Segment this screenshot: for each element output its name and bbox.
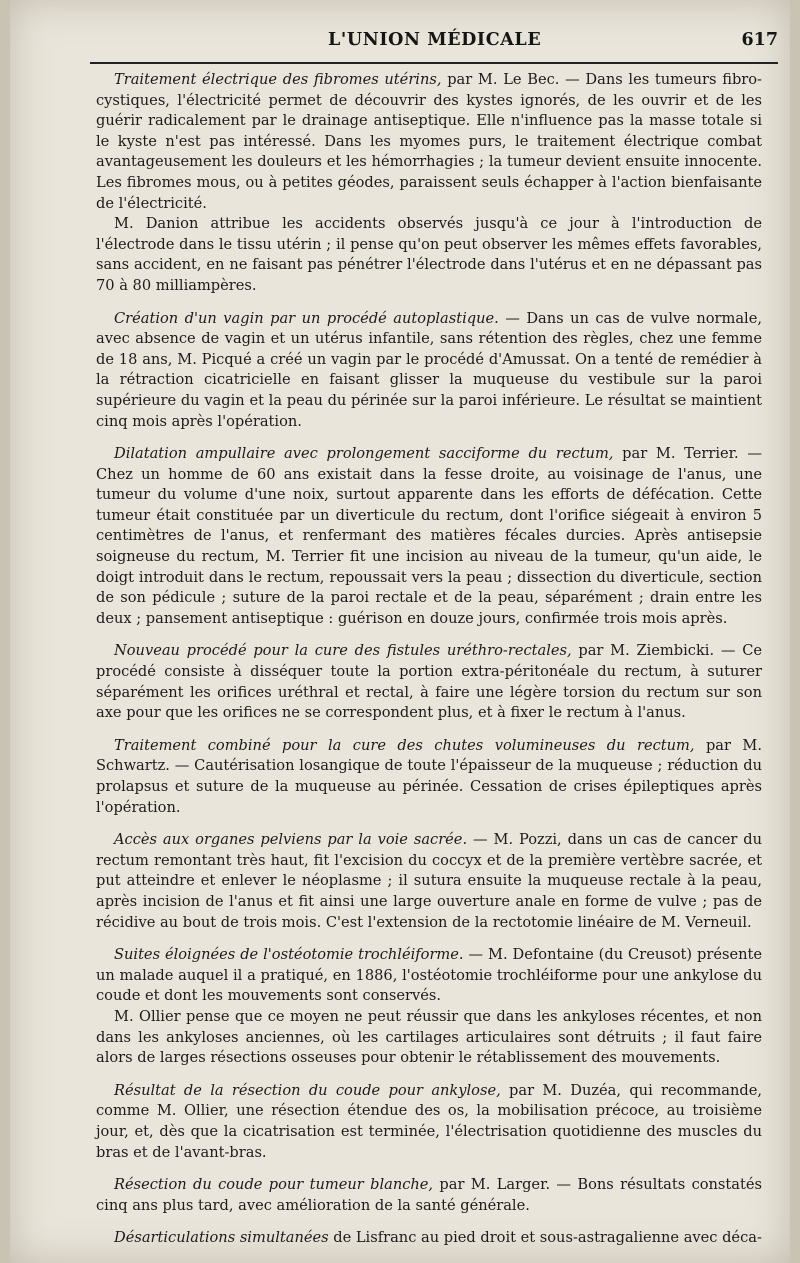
section-title: Nouveau procédé pour la cure des fistules uréthro-rectales, — [114, 642, 572, 660]
header-rule — [90, 62, 778, 64]
paragraph-text: par M. Duzéa, qui recommande, comme M. Ollier, une résection étendue des os, la mobilisation précoce, au troisième jour, et, dès que la cicatrisation est terminée, l'électrisation quotidienne des muscles du bras et de l'avant-bras. — [96, 1081, 763, 1161]
section-title: Création d'un vagin par un procédé autoplastique. — [114, 309, 499, 327]
document-page — [10, 0, 790, 1263]
paragraph-fistules — [96, 641, 762, 723]
running-header — [88, 28, 778, 58]
section-title: Résultat de la résection du coude pour ankylose, — [114, 1081, 501, 1099]
paragraph-danion — [96, 214, 762, 296]
section-title: Suites éloignées de l'ostéotomie trochléiforme. — [114, 946, 464, 964]
paragraph-ollier — [96, 1007, 762, 1069]
section-title: Résection du coude pour tumeur blanche, — [114, 1176, 434, 1194]
section-title: Désarticulations simultanées — [114, 1229, 329, 1247]
paragraph-text: M. Danion attribue les accidents observés jusqu'à ce jour à l'introduction de l'électrode dans le tissu utérin ; il pense qu'on peut observer les mêmes effets favorables, sans accident, en ne faisant pas pénétrer l'électrode dans l'utérus et en ne dépassant pas 70 à 80 milliampères. — [96, 215, 762, 294]
paragraph-text: par M. Ziembicki. — Ce procédé consiste à disséquer toute la portion extra-péritonéale du rectum, à suturer séparément les orifices uréthral et rectal, à faire une légère torsion du rectum sur son axe pour que les orifices ne se correspondent plus, et à fixer le rectum à l'anus. — [96, 642, 763, 722]
paragraph-text: — Dans un cas de vulve normale, avec absence de vagin et un utérus infantile, sans rétention des règles, chez une femme de 18 ans, M. Picqué a créé un vagin par le procédé d'Amussat. On a tenté de remédier à la rétraction cicatricielle en faisant glisser la muqueuse du vestibule sur la paroi supérieure du vagin et la peau du périnée sur la paroi inférieure. Le résultat se maintient cinq mois après l'opération. — [96, 309, 762, 430]
page-number: 617 — [741, 30, 778, 50]
paragraph-resection-ankylose — [96, 1081, 762, 1163]
section-title: Traitement électrique des fibromes utérins, — [114, 71, 442, 88]
paragraph-text: — M. Defontaine (du Creusot) présente un malade auquel il a pratiqué, en 1886, l'ostéotomie trochléiforme pour une ankylose du coude et dont les mouvements sont conservés. — [96, 946, 762, 1005]
paragraph-fibromes — [96, 70, 762, 214]
paragraph-osteotomie — [96, 945, 762, 1007]
paragraph-text: par M. Terrier. — Chez un homme de 60 ans existait dans la fesse droite, au voisinage de l'anus, une tumeur du volume d'une noix, surtout apparente dans les efforts de défécation. Cette tumeur était constituée par un diverticule du rectum, dont l'orifice siégeait à environ 5 centimètres de l'anus, et renfermant des matières fécales durcies. Après antisepsie soigneuse du rectum, M. Terrier fit une incision au niveau de la tumeur, qu'un aide, le doigt introduit dans le rectum, repoussait vers la peau ; dissection du diverticule, section de son pédicule ; suture de la paroi rectale et de la peau, séparément ; drain entre les deux ; pansement antiseptique : guérison en douze jours, confirmée trois mois après. — [96, 445, 762, 627]
paragraph-text: par M. Larger. — Bons résultats constatés cinq ans plus tard, avec amélioration de la santé générale. — [96, 1176, 762, 1214]
paragraph-text: par M. Le Bec. — Dans les tumeurs fibro-cystiques, l'électricité permet de découvrir des kystes ignorés, de les ouvrir et de les guérir radicalement par le drainage antiseptique. Elle n'influence pas la masse totale si le kyste n'est pas intéressé. Dans les myomes purs, le traitement électrique combat avantageusement les douleurs et les hémorrhagies ; la tumeur devient ensuite innocente. Les fibromes mous, ou à petites géodes, paraissent seuls échapper à l'action bienfaisante de l'électricité. — [96, 71, 762, 212]
paragraph-tumeur-blanche — [96, 1175, 762, 1216]
paragraph-text: de Lisfranc au pied droit et sous-astragalienne avec déca- — [328, 1229, 762, 1247]
paragraph-vagin — [96, 309, 762, 433]
section-title: Accès aux organes pelviens par la voie sacrée. — [114, 831, 468, 849]
paragraph-voie-sacree — [96, 830, 762, 933]
article-body — [96, 70, 762, 1249]
paragraph-chutes-rectum — [96, 736, 762, 818]
section-title: Traitement combiné pour la cure des chutes volumineuses du rectum, — [114, 736, 695, 754]
paragraph-dilatation — [96, 444, 762, 629]
section-title: Dilatation ampullaire avec prolongement sacciforme du rectum, — [114, 445, 614, 463]
paragraph-text: par M. Schwartz. — Cautérisation losangique de toute l'épaisseur de la muqueuse ; réduction du prolapsus et suture de la muqueuse au périnée. Cessation de crises épileptiques après l'opération. — [96, 736, 762, 816]
journal-title: L'UNION MÉDICALE — [328, 30, 542, 50]
paragraph-text: — M. Pozzi, dans un cas de cancer du rectum remontant très haut, fit l'excision du coccyx et de la première vertèbre sacrée, et put atteindre et enlever le néoplasme ; il sutura ensuite la muqueuse rectale à la peau, après incision de l'anus et fit ainsi une large ouverture anale en forme de vulve ; pas de récidive au bout de trois mois. C'est l'extension de la rectotomie linéaire de M. Verneuil. — [96, 831, 763, 931]
paragraph-text: M. Ollier pense que ce moyen ne peut réussir que dans les ankyloses récentes, et non dans les ankyloses anciennes, où les cartilages articulaires sont détruits ; il faut faire alors de larges résections osseuses pour obtenir le rétablissement des mouvements. — [96, 1007, 762, 1067]
paragraph-desarticulations — [96, 1228, 762, 1249]
